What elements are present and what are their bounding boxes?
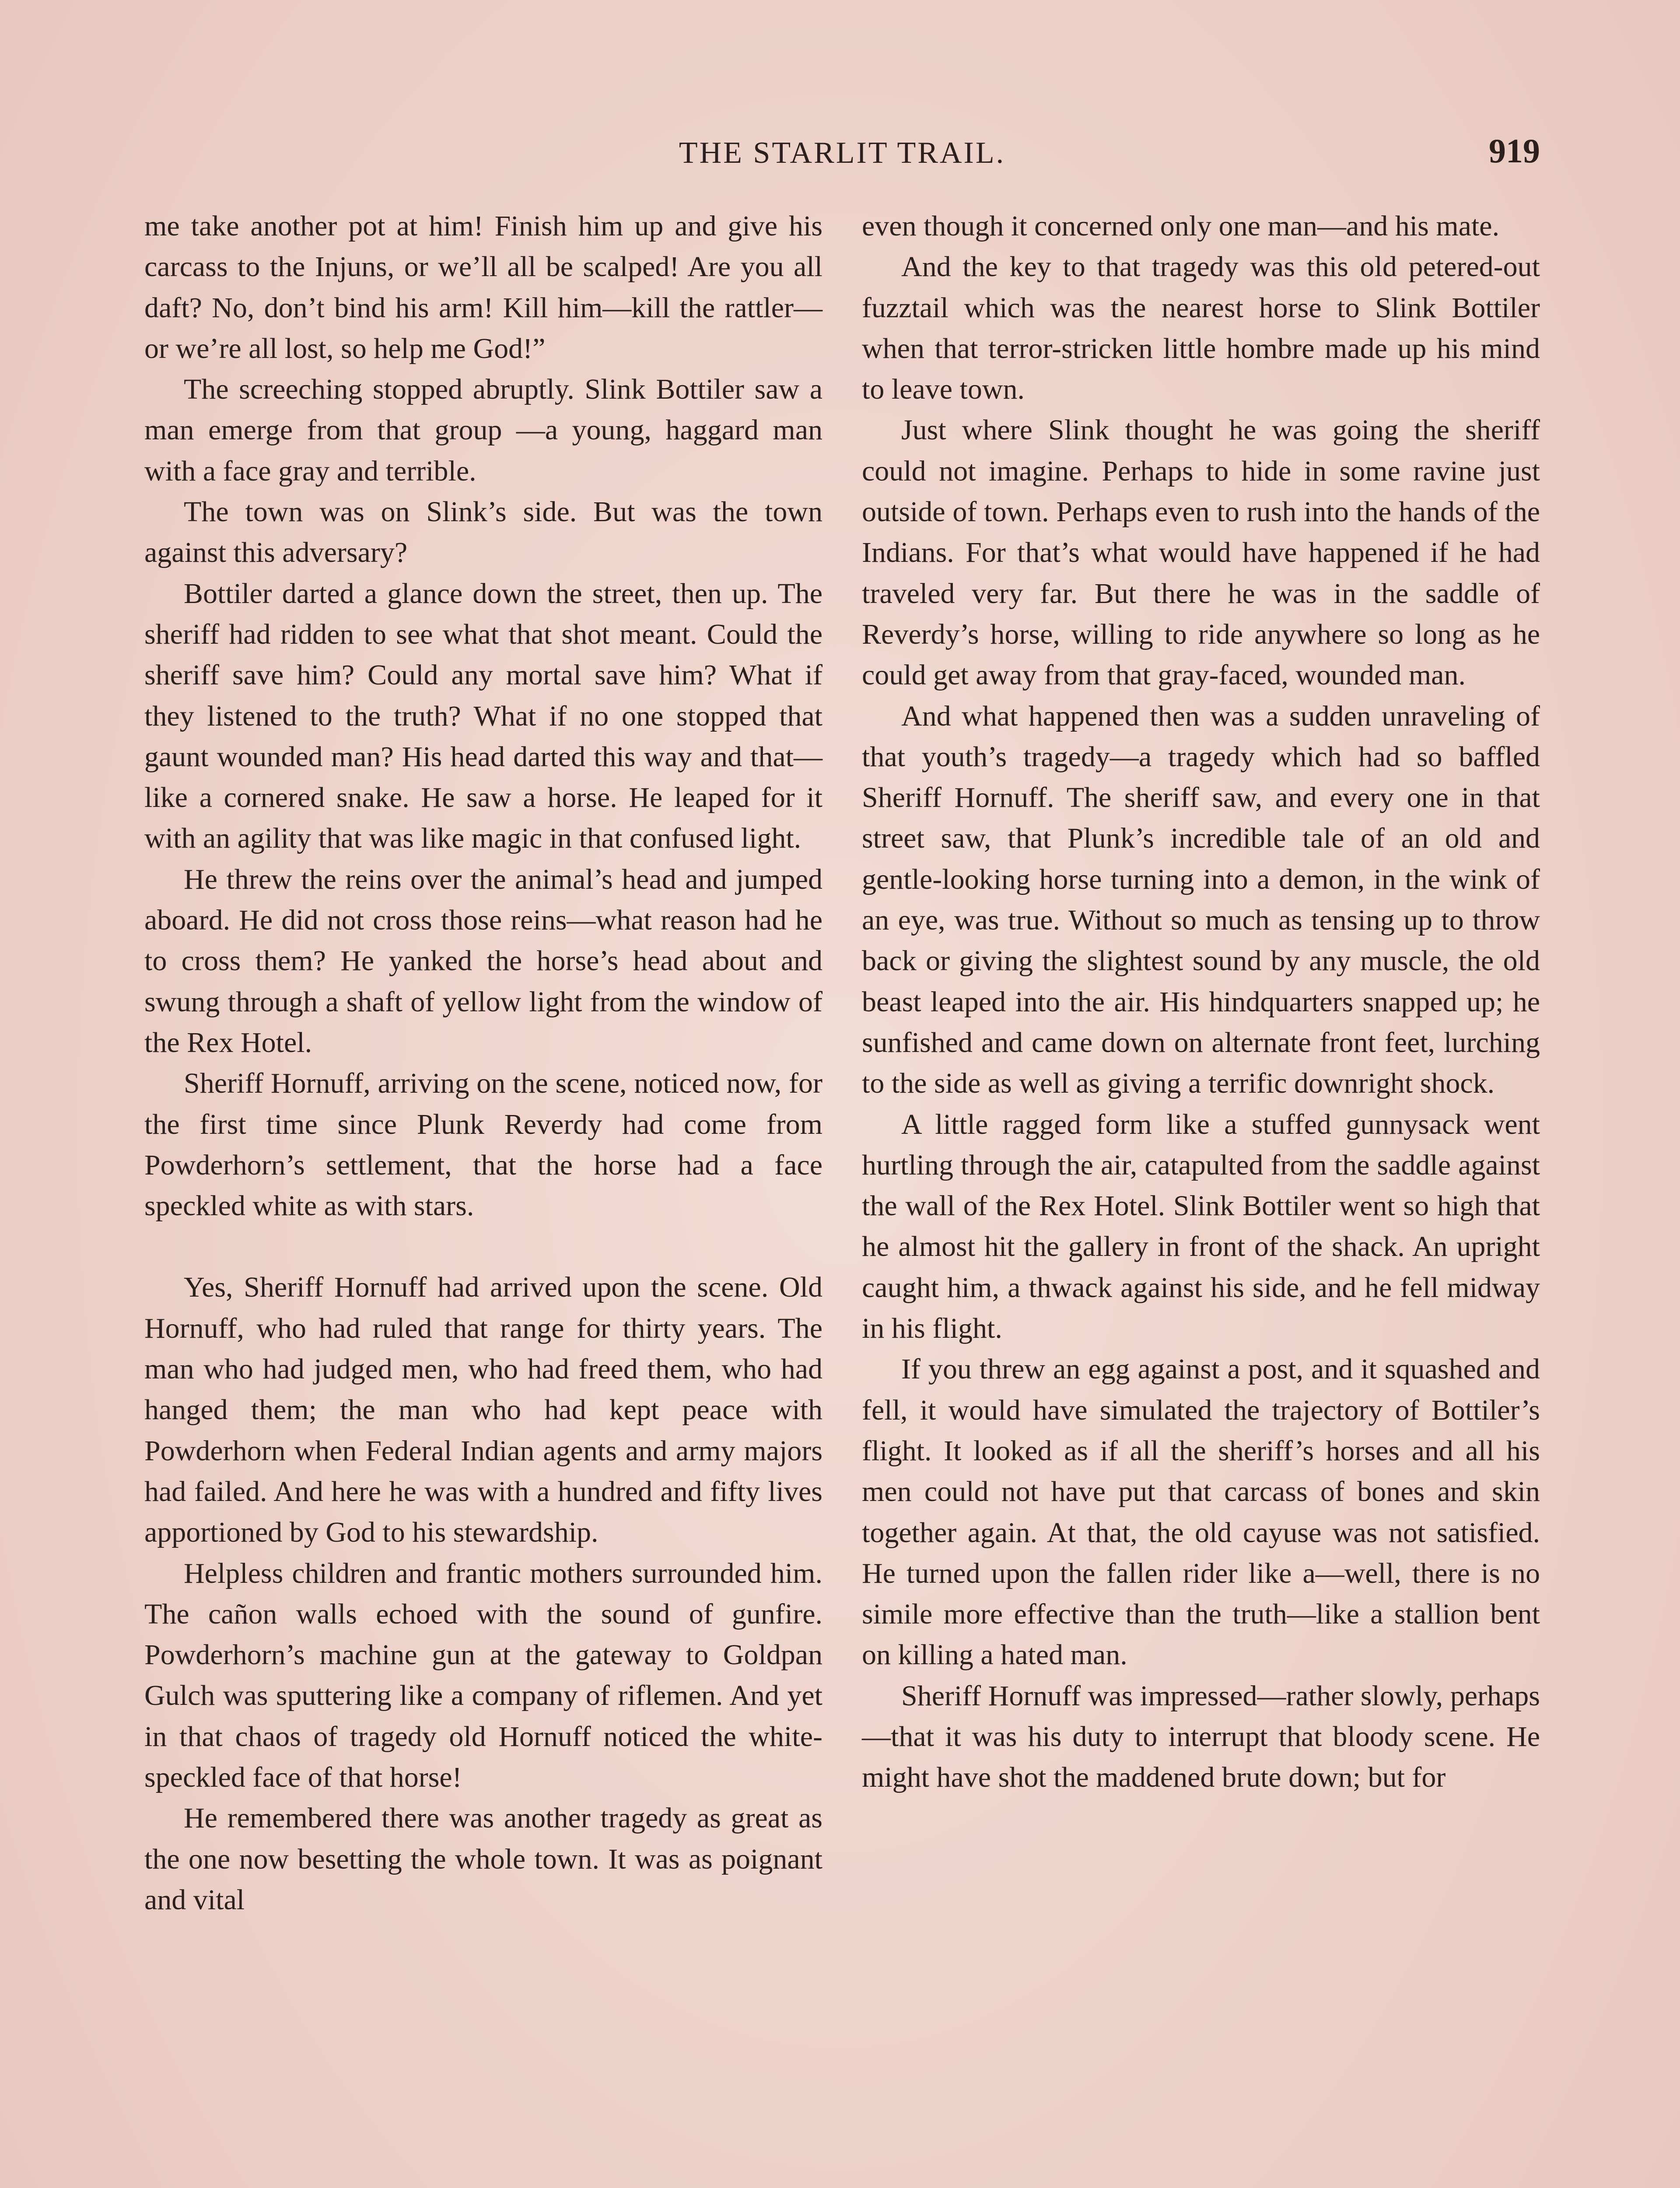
paragraph: If you threw an egg against a post, and it squashed and fell, it would have simulated the trajectory of Bottiler’s flight. It looked as if all the sheriff’s horses and all his men could not have put that carcass of bones and skin together again. At that, the old cayuse was not satisfied. He turned upon the fallen rider like a—well, there is no simile more effective than the truth—like a stallion bent on killing a hated man. xyxy=(862,1353,1540,1671)
paragraph: Sheriff Hornuff, arriving on the scene, noticed now, for the first time since Plunk Reverdy had come from Powderhorn’s settlement, that the horse had a face speckled white as with stars. xyxy=(144,1067,822,1222)
running-header xyxy=(144,131,1540,179)
paragraph: Just where Slink thought he was going the sheriff could not imagine. Perhaps to hide in some ravine just outside of town. Perhaps even to rush into the hands of the Indians. For that’s what would have happened if he had traveled very far. But there he was in the saddle of Reverdy’s horse, willing to ride anywhere so long as he could get away from that gray-faced, wounded man. xyxy=(862,414,1540,691)
left-column xyxy=(144,206,822,1920)
paragraph: He remembered there was another tragedy as great as the one now besetting the whole town. It was as poignant and vital xyxy=(144,1802,822,1916)
paragraph: Helpless children and frantic mothers surrounded him. The cañon walls echoed with the sound of gunfire. Powderhorn’s machine gun at the gateway to Goldpan Gulch was sputtering like a company of riflemen. And yet in that chaos of tragedy old Hornuff noticed the white-speckled face of that horse! xyxy=(144,1557,822,1793)
paragraph: Bottiler darted a glance down the street, then up. The sheriff had ridden to see what that shot meant. Could the sheriff save him? Could any mortal save him? What if they listened to the truth? What if no one stopped that gaunt wounded man? His head darted this way and that—like a cornered snake. He saw a horse. He leaped for it with an agility that was like magic in that confused light. xyxy=(144,577,822,855)
running-title: THE STARLIT TRAIL. xyxy=(679,136,1006,170)
paragraph: even though it concerned only one man—and his mate. xyxy=(862,210,1500,242)
page-number: 919 xyxy=(1489,132,1540,170)
paragraph: me take another pot at him! Finish him up and give his carcass to the Injuns, or we’ll all be scalped! Are you all daft? No, don’t bind his arm! Kill him—kill the rattler—or we’re all lost, so help me God!” xyxy=(144,210,822,365)
paragraph: Yes, Sheriff Hornuff had arrived upon the scene. Old Hornuff, who had ruled that range for thirty years. The man who had judged men, who had freed them, who had hanged them; the man who had kept peace with Powderhorn when Federal Indian agents and army majors had failed. And here he was with a hundred and fifty lives apportioned by God to his stewardship. xyxy=(144,1271,822,1549)
paragraph: The town was on Slink’s side. But was the town against this adversary? xyxy=(144,496,822,569)
paragraph: A little ragged form like a stuffed gunnysack went hurtling through the air, catapulted from the saddle against the wall of the Rex Hotel. Slink Bottiler went so high that he almost hit the gallery in front of the shack. An upright caught him, a thwack against his side, and he fell midway in his flight. xyxy=(862,1108,1540,1345)
paragraph: Sheriff Hornuff was impressed—rather slowly, perhaps—that it was his duty to interrupt that bloody scene. He might have shot the maddened brute down; but for xyxy=(862,1680,1540,1794)
paragraph: And what happened then was a sudden unraveling of that youth’s tragedy—a tragedy which had so baffled Sheriff Hornuff. The sheriff saw, and every one in that street saw, that Plunk’s incredible tale of an old and gentle-looking horse turning into a demon, in the wink of an eye, was true. Without so much as tensing up to throw back or giving the slightest sound by any muscle, the old beast leaped into the air. His hindquarters snapped up; he sunfished and came down on alternate front feet, lurching to the side as well as giving a terrific downright shock. xyxy=(862,700,1540,1100)
paragraph: The screeching stopped abruptly. Slink Bottiler saw a man emerge from that group —a young, haggard man with a face gray and terrible. xyxy=(144,373,822,487)
paragraph: He threw the reins over the animal’s head and jumped aboard. He did not cross those reins—what reason had he to cross them? He yanked the horse’s head about and swung through a shaft of yellow light from the window of the Rex Hotel. xyxy=(144,863,822,1059)
right-column xyxy=(862,206,1540,1798)
paragraph: And the key to that tragedy was this old petered-out fuzztail which was the nearest horse to Slink Bottiler when that terror-stricken little hombre made up his mind to leave town. xyxy=(862,251,1540,406)
